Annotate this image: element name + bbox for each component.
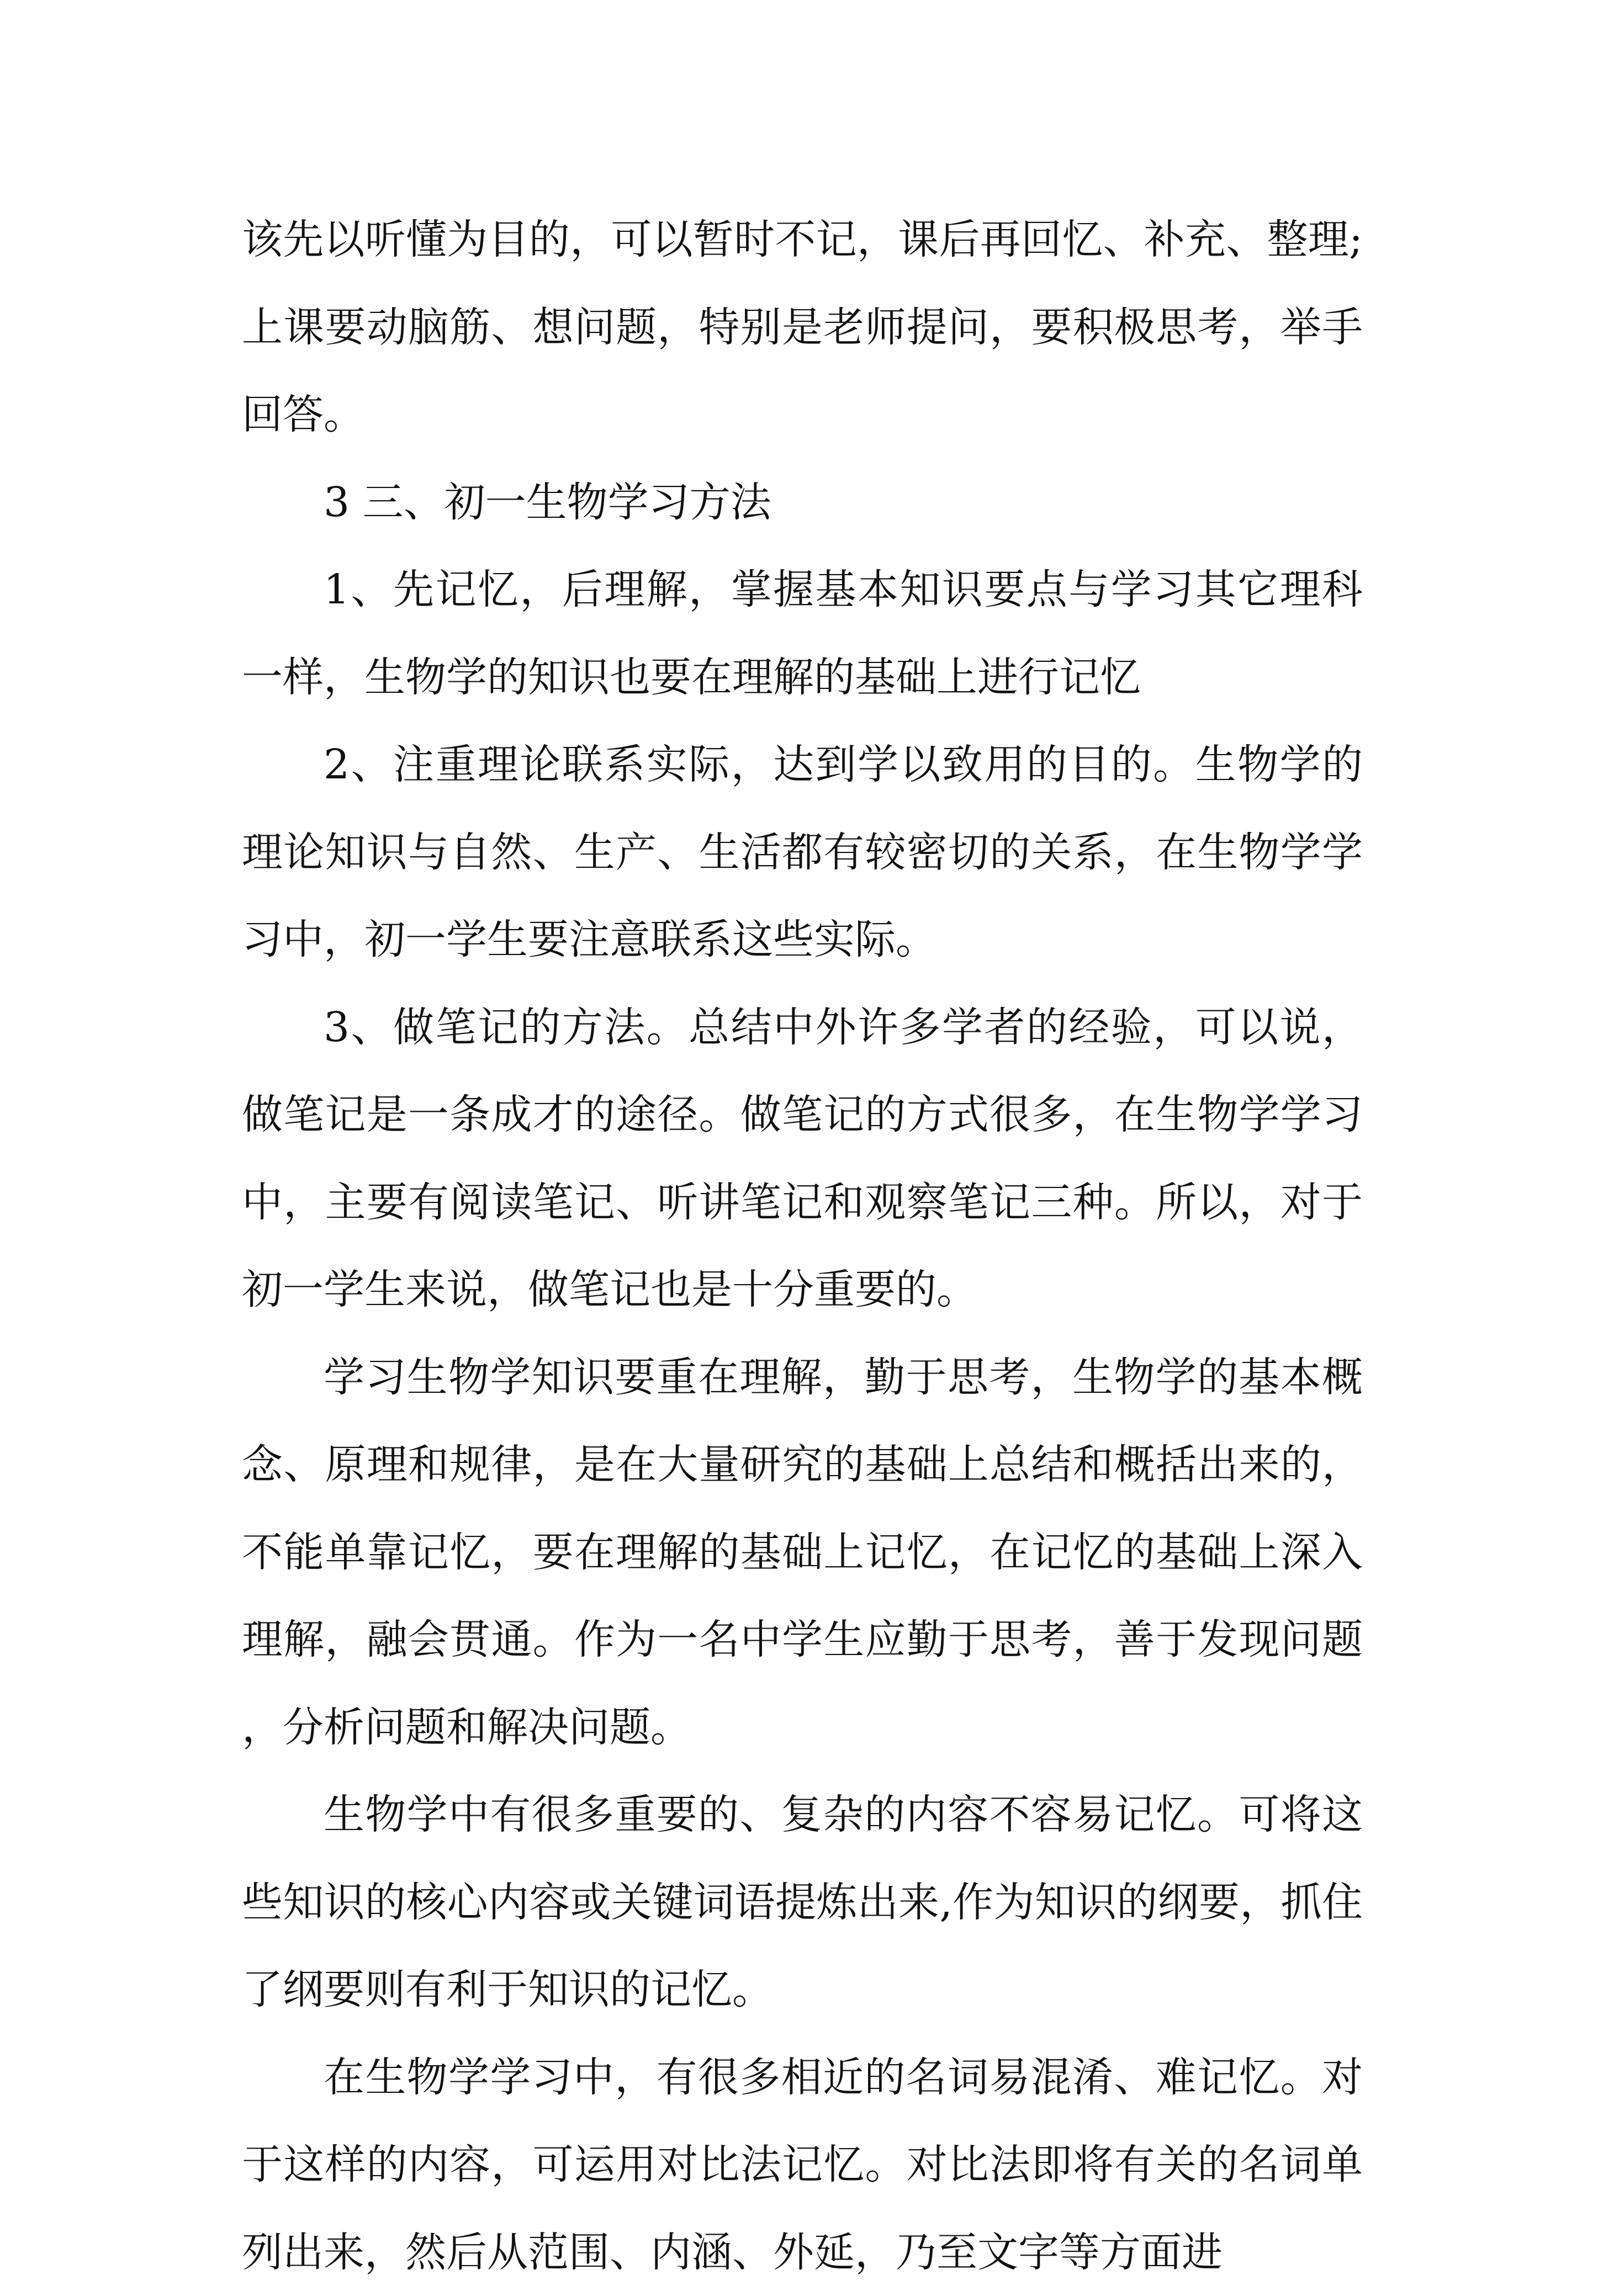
paragraph-keywords: 生物学中有很多重要的、复杂的内容不容易记忆。可将这些知识的核心内容或关键词语提炼出来,作为知识的纲要，抓住了纲要则有利于知识的记忆。 — [242, 1771, 1363, 2034]
document-body — [242, 196, 1363, 2296]
paragraph-understanding: 学习生物学知识要重在理解，勤于思考，生物学的基本概念、原理和规律，是在大量研究的基础上总结和概括出来的，不能单靠记忆，要在理解的基础上记忆，在记忆的基础上深入理解，融会贯通。作为一名中学生应勤于思考，善于发现问题，分析问题和解决问题。 — [242, 1334, 1363, 1772]
paragraph-theory-practice: 2、注重理论联系实际，达到学以致用的目的。生物学的理论知识与自然、生产、生活都有较密切的关系，在生物学学习中，初一学生要注意联系这些实际。 — [242, 721, 1363, 984]
paragraph-comparison: 在生物学学习中，有很多相近的名词易混淆、难记忆。对于这样的内容，可运用对比法记忆。对比法即将有关的名词单列出来，然后从范围、内涵、外延，乃至文字等方面进 — [242, 2034, 1363, 2296]
paragraph-note-taking: 3、做笔记的方法。总结中外许多学者的经验，可以说，做笔记是一条成才的途径。做笔记的方式很多，在生物学学习中，主要有阅读笔记、听讲笔记和观察笔记三种。所以，对于初一学生来说，做笔记也是十分重要的。 — [242, 984, 1363, 1334]
paragraph-continued: 该先以听懂为目的，可以暂时不记，课后再回忆、补充、整理;上课要动脑筋、想问题，特别是老师提问，要积极思考，举手回答。 — [242, 196, 1363, 459]
paragraph-memory-first: 1、先记忆，后理解，掌握基本知识要点与学习其它理科一样，生物学的知识也要在理解的基础上进行记忆 — [242, 546, 1363, 721]
section-heading: 3 三、初一生物学习方法 — [242, 459, 1363, 547]
